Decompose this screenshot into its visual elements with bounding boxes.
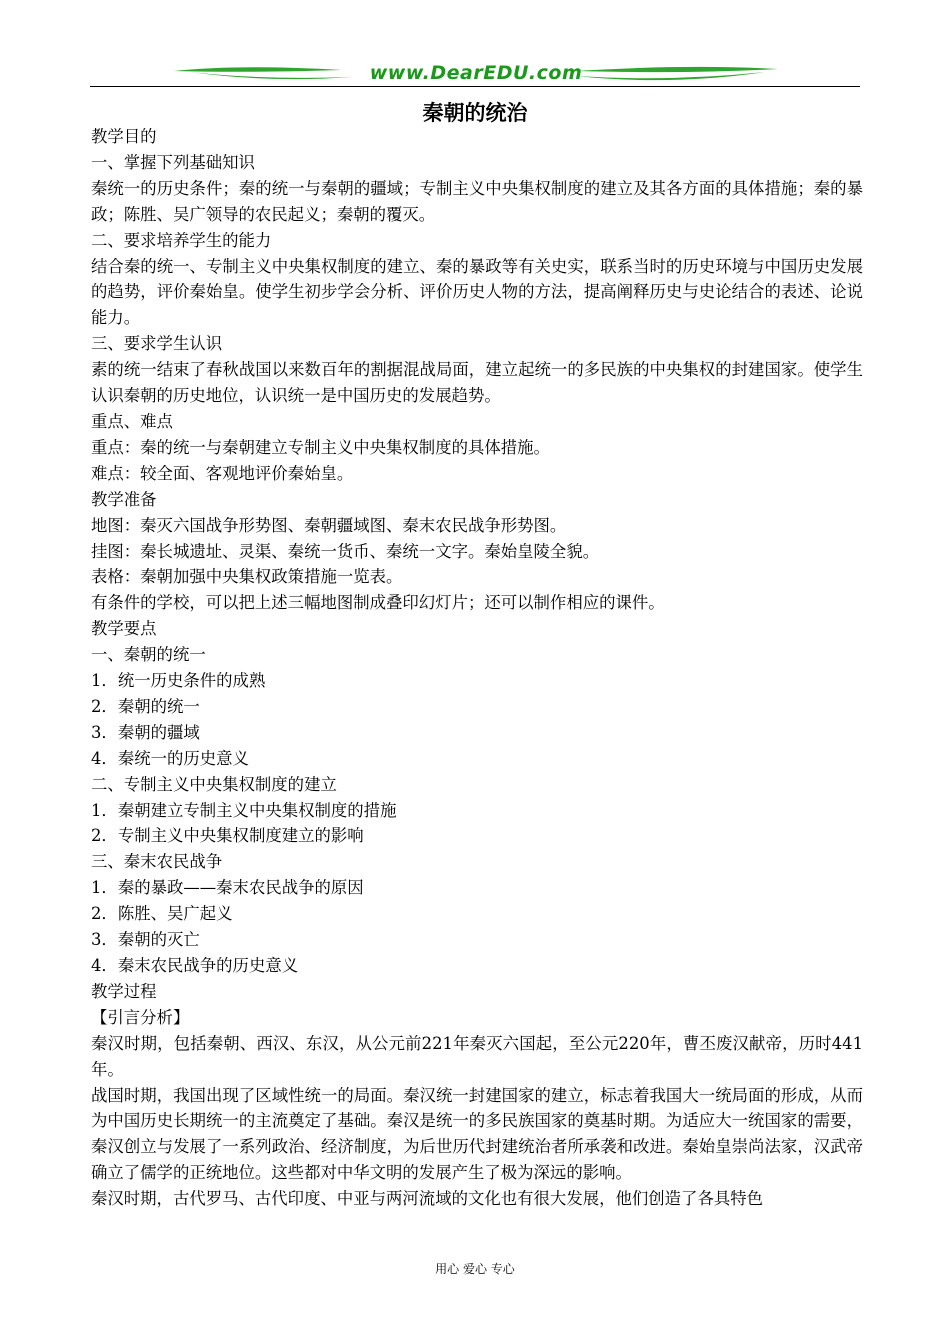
- paragraph: 4．秦末农民战争的历史意义: [91, 956, 299, 975]
- paragraph: 教学过程: [91, 981, 157, 1001]
- paragraph: 二、专制主义中央集权制度的建立: [91, 774, 337, 794]
- paragraph: 一、秦朝的统一: [91, 645, 206, 665]
- paragraph: 难点：较全面、客观地评价秦始皇。: [91, 463, 354, 483]
- paragraph: 素的统一结束了春秋战国以来数百年的割据混战局面，建立起统一的多民族的中央集权的封建国家。使学生认识秦朝的历史地位，认识统一是中国历史的发展趋势。: [91, 360, 863, 406]
- page-title: 秦朝的统治: [422, 101, 528, 125]
- paragraph: 重点、难点: [91, 411, 173, 431]
- paragraph: 2．秦朝的统一: [91, 696, 200, 716]
- paragraph: 二、要求培养学生的能力: [91, 230, 272, 250]
- paragraph: 三、秦末农民战争: [91, 852, 223, 872]
- paragraph: 地图：秦灭六国战争形势图、秦朝疆域图、秦末农民战争形势图。: [91, 515, 567, 535]
- paragraph: 教学目的: [91, 127, 157, 146]
- paragraph: 表格：秦朝加强中央集权政策措施一览表。: [91, 567, 403, 587]
- page-footer: 用心 爱心 专心: [435, 1262, 515, 1276]
- paragraph: 1．秦朝建立专制主义中央集权制度的措施: [91, 800, 397, 820]
- paragraph: 3．秦朝的疆域: [91, 722, 200, 742]
- header-rule: [90, 86, 860, 87]
- paragraph: 【引言分析】: [91, 1007, 190, 1027]
- paragraph: 教学要点: [91, 619, 157, 639]
- paragraph: 教学准备: [91, 489, 157, 509]
- paragraph: 4．秦统一的历史意义: [91, 748, 249, 768]
- paragraph: 一、掌握下列基础知识: [91, 152, 255, 172]
- paragraph: 1．统一历史条件的成熟: [91, 671, 266, 691]
- site-logo[interactable]: www.DearEDU.com: [369, 62, 583, 84]
- paragraph: 战国时期，我国出现了区域性统一的局面。秦汉统一封建国家的建立，标志着我国大一统局面的形成，从而为中国历史长期统一的主流奠定了基础。秦汉是统一的多民族国家的奠基时期。为适应大一统国家的需要，秦汉创立与发展了一系列政治、经济制度，为后世历代封建统治者所承袭和改进。秦始皇崇尚法家，汉武帝确立了儒学的正统地位。这些都对中华文明的发展产生了极为深远的影响。: [91, 1085, 863, 1183]
- paragraph: 三、要求学生认识: [91, 334, 223, 354]
- paragraph: 1．秦的暴政——秦末农民战争的原因: [91, 878, 364, 898]
- paragraph: 秦汉时期，古代罗马、古代印度、中亚与两河流域的文化也有很大发展，他们创造了各具特色: [91, 1189, 764, 1209]
- document-body: [91, 124, 863, 1212]
- paragraph: 3．秦朝的灭亡: [91, 930, 200, 950]
- paragraph: 重点：秦的统一与秦朝建立专制主义中央集权制度的具体措施。: [91, 437, 550, 457]
- paragraph: 结合秦的统一、专制主义中央集权制度的建立、秦的暴政等有关史实，联系当时的历史环境与中国历史发展的趋势，评价秦始皇。使学生初步学会分析、评价历史人物的方法，提高阐释历史与史论结合的表述、论说能力。: [91, 256, 863, 328]
- paragraph: 2．专制主义中央集权制度建立的影响: [91, 826, 364, 846]
- paragraph: 秦统一的历史条件；秦的统一与秦朝的疆域；专制主义中央集权制度的建立及其各方面的具体措施；秦的暴政；陈胜、吴广领导的农民起义；秦朝的覆灭。: [91, 178, 863, 224]
- paragraph: 秦汉时期，包括秦朝、西汉、东汉，从公元前221年秦灭六国起，至公元220年，曹丕废汉献帝，历时441年。: [91, 1033, 863, 1079]
- paragraph: 有条件的学校，可以把上述三幅地图制成叠印幻灯片；还可以制作相应的课件。: [91, 593, 665, 613]
- paragraph: 2．陈胜、吴广起义: [91, 904, 233, 924]
- paragraph: 挂图：秦长城遗址、灵渠、秦统一货币、秦统一文字。秦始皇陵全貌。: [91, 541, 600, 561]
